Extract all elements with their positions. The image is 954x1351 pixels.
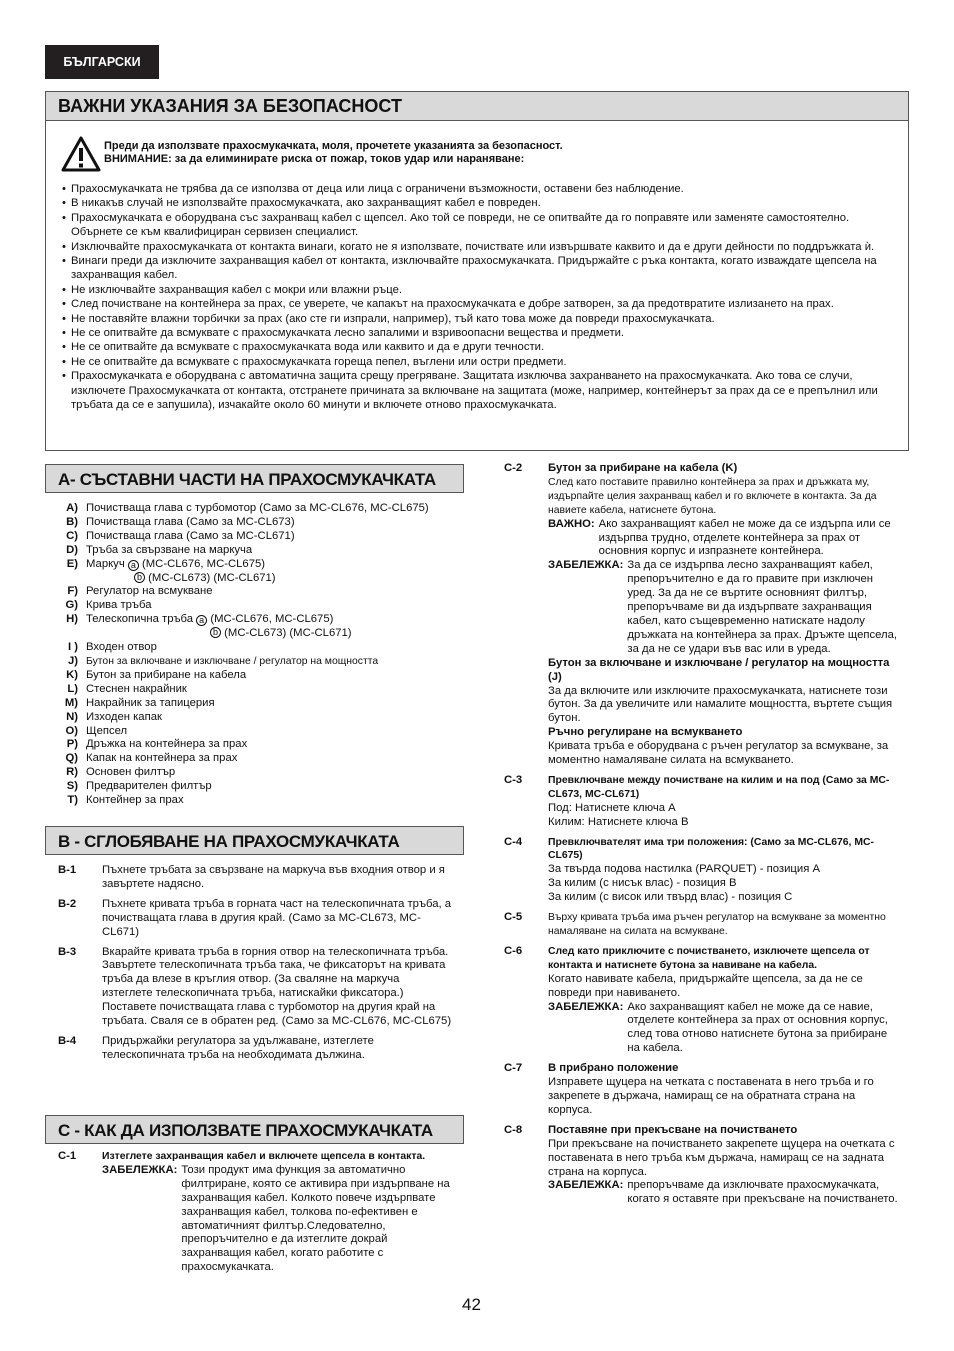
safety-rule: • Не се опитвайте да всмуквате с прахосмукачката вода или каквито и да е други течности. [61,340,891,354]
safety-section [45,91,909,451]
usage-steps-right [504,462,898,1213]
safety-rule: • След почистване на контейнера за прах, се уверете, че капакът на прахосмукачката е добре затворен, за да предотвратите излизането на прах. [61,297,891,311]
step-c1: C-1 Изтеглете захранващия кабел и включете щепсела в контакта. ЗАБЕЛЕЖКА: Този продукт има функция за автоматично филтриране, която се активира при издърпване на захранващия кабел. Колкото повече издърпвате захранващия кабел, толкова по-ефективен е автоматичният филтър.Следователно, препоръчително е да изтеглите докрай захранващия кабел, когато работите с прахосмукачката. [58,1150,450,1274]
warning-triangle-icon [61,136,101,172]
language-tab: БЪЛГАРСКИ [45,45,159,79]
part-item: L) Стеснен накрайник [67,682,187,695]
safety-rule: • Прахосмукачката не трябва да се използва от деца или лица с ограничени възможности, оставени без наблюдение. [61,182,891,196]
part-item: K) Бутон за прибиране на кабела [66,668,247,681]
safety-rule: • Не изключвайте захранващия кабел с мокри или влажни ръце. [61,283,891,297]
usage-steps-left [58,1150,453,1281]
safety-rules-list [61,182,891,413]
section-a-title: А- СЪСТАВНИ ЧАСТИ НА ПРАХОСМУКАЧКАТА [45,464,464,493]
part-item: H) Телескопична тръба a (MC-CL676, MC-CL675) [66,613,334,626]
part-item: F) Регулатор на всмукване [67,585,213,598]
safety-rule: • Прахосмукачката е оборудвана с автоматична защита срещу прегряване. Защитата изключва захранването на прахосмукачката. Ако това се случи, изключете Прахосмукачката от контакта, отстранете причината за включване на защитата (може, например, контейнерът за прах да се е препълнил или тръбата да се е запушила), изчакайте около 60 минути и включете отново прахосмукачката. [61,369,891,412]
part-item: S) Предварителен филтър [66,780,212,793]
part-item: E) Маркуч a (MC-CL676, MC-CL675) [66,557,266,570]
part-item: C) Почистваща глава (Само за MC-CL671) [66,529,295,542]
warning-line-1: Преди да използвате прахосмукачката, моля, прочетете указанията за безопасност. [104,140,563,152]
part-item: D) Тръба за свързване на маркуча [66,543,253,556]
step-b4: B-4 Придържайки регулатора за удължаване, изтеглете телескопичната тръба на необходимата дължина. [58,1034,374,1061]
part-item: R) Основен филтър [66,766,176,779]
step-b3: B-3 Вкарайте кривата тръба в горния отвор на телескопичната тръба. Завъртете телескопичната тръба така, че фиксаторът на кривата тръба да влезе в кръглия отвор. (За сваляне на маркуча изтеглете телескопичната тръба, натискайки фиксатора.) Поставете почистващата глава с турбомотор на другия край на тръбата. Сваля се в обратен ред. (Само за MC-CL676, MC-CL675) [58,945,452,1028]
safety-rule: • В никакъв случай не използвайте прахосмукачката, ако захранващият кабел е повреден. [61,196,891,210]
safety-rule: • Винаги преди да изключите захранващия кабел от контакта, изключвайте прахосмукачката. Придържайте с ръка контакта, когато изваждате щепсела на захранващия кабел. [61,254,891,283]
step-b2: B-2 Пъхнете кривата тръба в горната част на телескопичната тръба, а почистващата глава в другия край. (Само за MC-CL673, MC-CL671) [58,897,452,938]
section-b-title: В - СГЛОБЯВАНЕ НА ПРАХОСМУКАЧКАТА [45,826,464,855]
step-c6: C-6 След като приключите с почистването, изключете щепсела от контакта и натиснете бутона за навиване на кабела. Когато навивате кабела, придържайте щепсела, за да не се повреди при навиването. ЗАБЕЛЕЖКА: Ако захранващият кабел не може да се навие, отделете контейнера за прах от основния корпус, след това отново натиснете бутона за прибиране на кабела. [504,944,888,1055]
warning-block [61,136,563,172]
part-item-sub: b (MC-CL673) (MC-CL671) [58,572,478,586]
parts-list [58,502,478,808]
part-item: O) Щепсел [65,724,128,737]
safety-rule: • Не се опитвайте да всмуквате с прахосмукачката гореща пепел, въглени или остри предмети. [61,355,891,369]
safety-title: ВАЖНИ УКАЗАНИЯ ЗА БЕЗОПАСНОСТ [46,92,908,121]
safety-rule: • Не се опитвайте да всмуквате с прахосмукачката лесно запалими и взривоопасни вещества и предмети. [61,326,891,340]
part-item: P) Дръжка на контейнера за прах [66,738,248,751]
part-item: A) Почистваща глава с турбомотор (Само за MC-CL676, MC-CL675) [66,502,429,514]
page-number: 42 [462,1295,481,1314]
step-c4: C-4 Превключвателят има три положения: (Само за MC-CL676, MC-CL675) За твърда подова настилка (PARQUET) - позиция A За килим (с нисък влас) - позиция B За килим (с висок или твърд влас) - позиция C [504,835,874,904]
part-item-sub: b (MC-CL673) (MC-CL671) [58,627,478,641]
step-c3: C-3 Превключване между почистване на килим и на под (Само за MC-CL673, MC-CL671) Под: Натиснете ключа A Килим: Натиснете ключа B [504,773,890,828]
step-c8: C-8 Поставяне при прекъсване на почистването При прекъсване на почистването закрепете щуцера на очетката с поставената в него тръба към държача, намиращ се на задната страна на корпуса. ЗАБЕЛЕЖКА: препоръчваме да изключвате прахосмукачката, когато я оставяте при прекъсване на почистването. [504,1123,898,1206]
part-item: N) Изходен капак [66,710,162,723]
safety-rule: • Изключвайте прахосмукачката от контакта винаги, когато не я използвате, почиствате или извършвате каквито и да е други дейности по поддръжката ѝ. [61,240,891,254]
part-item: M) Накрайник за тапицерия [64,696,215,709]
step-c7: C-7 В прибрано положение Изправете щуцера на четката с поставената в него тръба и го закрепете в държача, намиращ се на обратната страна на корпуса. [504,1062,874,1116]
assembly-steps [58,864,453,1069]
part-item: Q) Капак на контейнера за прах [65,752,238,765]
safety-rule: • Прахосмукачката е оборудвана със захранващ кабел с щепсел. Ако той се повреди, не се опитвайте да го поправяте или заменяте самостоятелно. Обърнете се към квалифициран сервизен специалист. [61,211,891,240]
step-c2: C-2 Бутон за прибиране на кабела (K) След като поставите правилно контейнера за прах и дръжката му, издърпайте целия захранващ кабел и го включете в контакта. За да навиете кабела, натиснете бутона. ВАЖНО: Ако захранващият кабел не може да се издърпа или се издърпва трудно, отделете контейнера за прах от основния корпус и изпразнете контейнера. ЗАБЕЛЕЖКА: За да се издърпва лесно захранващият кабел, препоръчително е да го правите при изключен уред. За да не се въртите основният филтър, препоръчваме ви да издърпвате захранващия кабел, като същевременно натискате надолу дръжката на контейнера за прах. Дръжте щепсела, за да не се удари във вас или в уреда. Бутон за включване и изключване / регулатор на мощността (J) За да включите или изключите прахосмукачката, натиснете този бутон. За да увеличите или намалите мощността, въртете същия бутон. Ръчно регулиране на всмукването Кривата тръба е оборудвана с ръчен регулатор за всмукване, за моментно намаляване силата на всмукването. [504,462,898,767]
warning-line-2: ВНИМАНИЕ: за да елиминирате риска от пожар, токов удар или нараняване: [104,153,525,165]
step-c5: C-5 Върху кривата тръба има ръчен регулатор на всмукване за моментно намаляване на силата на всмукване. [504,911,886,937]
part-item: J) Бутон за включване и изключване / регулатор на мощността [67,654,379,667]
section-c-title: С - КАК ДА ИЗПОЛЗВАТЕ ПРАХОСМУКАЧКАТА [45,1115,464,1144]
part-item: T) Контейнер за прах [67,794,184,807]
part-item: B) Почистваща глава (Само за MC-CL673) [66,515,295,528]
step-b1: B-1 Пъхнете тръбата за свързване на маркуча във входния отвор и я завъртете надясно. [58,864,445,890]
part-item: G) Крива тръба [65,599,152,612]
part-item: I ) Входен отвор [67,641,157,654]
safety-rule: • Не поставяйте влажни торбички за прах (ако сте ги изпрали, например), тъй като това може да повреди прахосмукачката. [61,312,891,326]
